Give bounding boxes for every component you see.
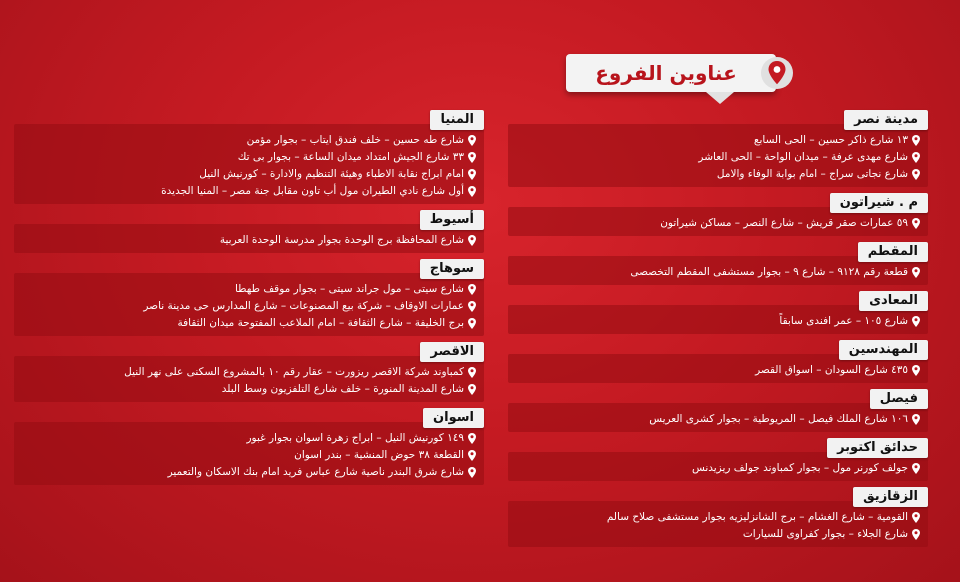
branch-address-panel <box>14 124 484 204</box>
branch-section <box>14 340 484 402</box>
branch-section <box>508 485 928 547</box>
branch-address-item <box>516 313 920 330</box>
branch-address-text: امام ابراج نقابة الاطباء وهيئة التنظيم والادارة – كورنيش النيل <box>199 168 464 180</box>
branch-city-label: مدينة نصر <box>844 110 928 130</box>
location-pin-icon <box>468 301 476 312</box>
branch-city-label: المقطم <box>858 242 928 262</box>
location-pin-icon <box>912 529 920 540</box>
location-pin-icon <box>468 152 476 163</box>
branch-address-item <box>22 281 476 298</box>
branch-address-text: جولف كورنر مول – بجوار كمباوند جولف ريزيدنس <box>691 462 908 474</box>
location-pin-icon <box>912 463 920 474</box>
location-pin-icon <box>912 414 920 425</box>
branch-address-item <box>22 430 476 447</box>
branch-address-text: برج الخليفة – شارع الثقافة – امام الملاعب المفتوحة ميدان الثقافة <box>177 317 464 329</box>
branch-city-label: أسيوط <box>420 210 484 230</box>
branch-address-text: شارع سيتى – مول جراند سيتى – بجوار موقف طهطا <box>234 283 464 295</box>
location-pin-icon <box>912 169 920 180</box>
left-column <box>14 108 484 489</box>
title-banner <box>566 54 798 96</box>
branch-address-item <box>516 509 920 526</box>
branch-address-panel <box>14 422 484 485</box>
location-pin-icon <box>912 135 920 146</box>
branch-city-label: فيصل <box>870 389 928 409</box>
branch-address-text: كمباوند شركة الاقصر ريزورت – عقار رقم ١٠ بالمشروع السكنى على نهر النيل <box>124 366 464 378</box>
branch-address-item <box>516 166 920 183</box>
branch-city-label: المهندسين <box>839 340 928 360</box>
branch-address-text: شارع مهدى عرفة – ميدان الواحة – الحى العاشر <box>698 151 908 163</box>
branch-section <box>508 191 928 236</box>
branch-address-panel <box>14 356 484 402</box>
branch-address-text: القومية – شارع الغشام – برج الشانزليزيه بجوار مستشفى صلاح سالم <box>606 511 908 523</box>
branch-section <box>14 406 484 485</box>
branch-address-item <box>516 411 920 428</box>
branch-section <box>508 289 928 334</box>
location-pin-icon <box>912 512 920 523</box>
location-pin-icon <box>468 235 476 246</box>
branch-address-text: شارع المدينة المنورة – خلف شارع التلفزيون وسط البلد <box>221 383 464 395</box>
branch-address-panel <box>508 124 928 187</box>
branch-address-text: شارع ١٠٥ – عمر افندى سابقاً <box>779 315 908 327</box>
location-pin-icon <box>760 56 794 90</box>
branch-address-text: القطعة ٣٨ حوض المنشية – بندر اسوان <box>294 449 464 461</box>
branch-address-item <box>22 381 476 398</box>
location-pin-icon <box>468 135 476 146</box>
location-pin-icon <box>468 284 476 295</box>
branch-address-item <box>516 132 920 149</box>
branch-address-item <box>22 132 476 149</box>
branch-address-text: قطعة رقم ٩١٢٨ – شارع ٩ – بجوار مستشفى المقطم التخصصى <box>630 266 908 278</box>
location-pin-icon <box>912 316 920 327</box>
branch-address-text: أول شارع نادي الطيران مول أب تاون مقابل جنة مصر – المنيا الجديدة <box>161 185 464 197</box>
location-pin-icon <box>468 384 476 395</box>
branch-city-label: م . شيراتون <box>830 193 928 213</box>
branch-city-label: الاقصر <box>420 342 484 362</box>
branch-address-item <box>22 183 476 200</box>
branch-section <box>508 387 928 432</box>
page-title: عناوين الفروع <box>595 61 737 85</box>
branch-address-item <box>22 447 476 464</box>
branch-address-item <box>516 526 920 543</box>
branch-city-label: المعادى <box>859 291 928 311</box>
branch-address-item <box>516 215 920 232</box>
branch-address-text: عمارات الاوقاف – شركة بيع المصنوعات – شارع المدارس حى مدينة ناصر <box>143 300 464 312</box>
location-pin-icon <box>912 267 920 278</box>
branch-address-text: ٥٩ عمارات صقر قريش – شارع النصر – مساكن شيراتون <box>660 217 908 229</box>
branch-city-label: الزقازيق <box>853 487 928 507</box>
branch-city-label: سوهاج <box>420 259 484 279</box>
branch-address-text: ١٣ شارع ذاكر حسين – الحى السابع <box>753 134 908 146</box>
title-ribbon-tail <box>706 92 734 104</box>
branch-address-text: ١٠٦ شارع الملك فيصل – المريوطية – بجوار كشرى العريس <box>649 413 908 425</box>
branch-city-label: اسوان <box>423 408 484 428</box>
branch-address-panel <box>508 501 928 547</box>
location-pin-icon <box>468 467 476 478</box>
branch-city-label: حدائق اكتوبر <box>827 438 928 458</box>
branch-address-item <box>22 232 476 249</box>
right-column <box>508 108 928 551</box>
branch-address-panel <box>508 403 928 432</box>
location-pin-icon <box>468 450 476 461</box>
branch-address-text: ٤٣٥ شارع السودان – اسواق القصر <box>755 364 908 376</box>
branch-address-panel <box>14 273 484 336</box>
location-pin-icon <box>912 152 920 163</box>
branch-section <box>14 108 484 204</box>
branch-address-item <box>22 315 476 332</box>
branch-section <box>508 436 928 481</box>
branch-section <box>508 240 928 285</box>
branch-address-item <box>516 149 920 166</box>
branch-section <box>508 108 928 187</box>
branch-address-item <box>22 464 476 481</box>
branch-address-text: ٣٣ شارع الجيش امتداد ميدان الساعة – بجوار بى تك <box>237 151 464 163</box>
branch-address-item <box>22 364 476 381</box>
location-pin-icon <box>468 186 476 197</box>
branch-section <box>508 338 928 383</box>
branch-address-item <box>516 460 920 477</box>
branch-address-item <box>516 362 920 379</box>
branch-address-text: شارع المحافظة برج الوحدة بجوار مدرسة الوحدة العربية <box>219 234 464 246</box>
location-pin-icon <box>912 218 920 229</box>
branch-address-panel <box>14 224 484 253</box>
branch-address-item <box>516 264 920 281</box>
branch-address-text: شارع شرق البندر ناصية شارع عباس فريد امام بنك الاسكان والتعمير <box>167 466 464 478</box>
branch-address-item <box>22 298 476 315</box>
location-pin-icon <box>468 169 476 180</box>
branch-city-label: المنيا <box>430 110 484 130</box>
branch-address-text: شارع الجلاء – بجوار كفراوى للسيارات <box>742 528 908 540</box>
branch-address-text: ١٤٩ كورنيش النيل – ابراج زهرة اسوان بجوار غبور <box>246 432 464 444</box>
branch-section <box>14 208 484 253</box>
branch-section <box>14 257 484 336</box>
location-pin-icon <box>468 433 476 444</box>
location-pin-icon <box>468 318 476 329</box>
location-pin-icon <box>912 365 920 376</box>
branch-address-item <box>22 166 476 183</box>
branch-address-text: شارع طه حسين – خلف فندق ايتاب – بجوار مؤمن <box>246 134 464 146</box>
location-pin-icon <box>468 367 476 378</box>
branch-address-item <box>22 149 476 166</box>
branch-address-text: شارع نجاتى سراج – امام بوابة الوفاء والامل <box>716 168 908 180</box>
